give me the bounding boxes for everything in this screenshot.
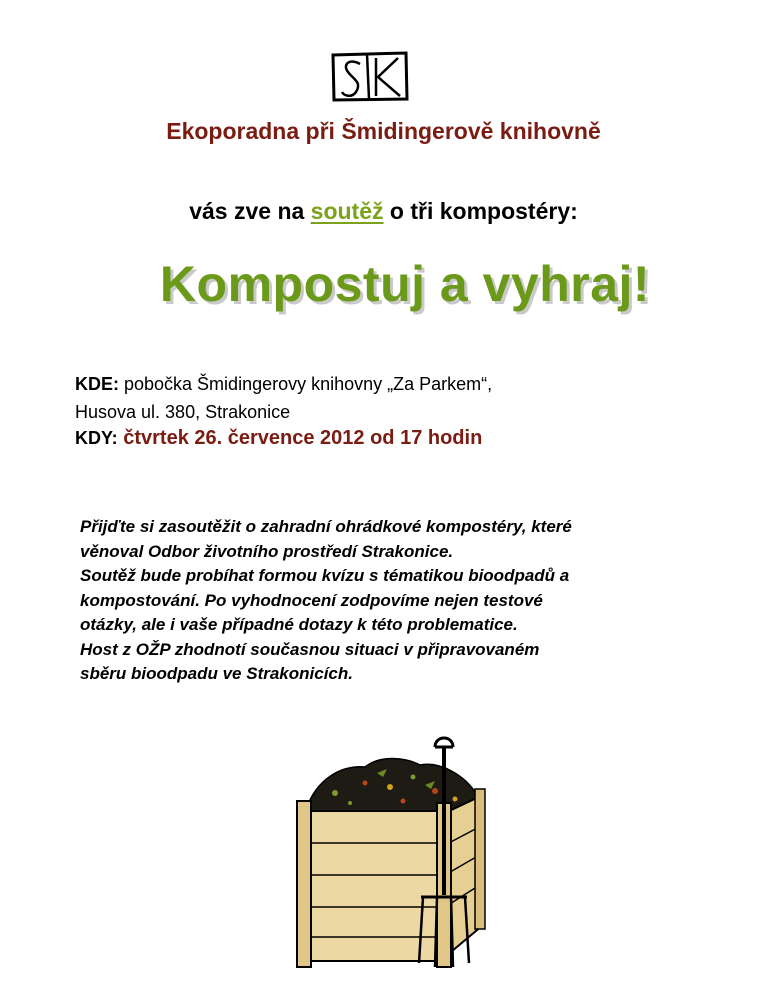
invitation-line [0,198,767,225]
invite-text-before: vás zve na [189,198,311,224]
invite-text-after: o tři kompostéry: [383,198,578,224]
library-logo [330,50,410,102]
slogan-heading: Kompostuj a vyhraj! [159,256,651,312]
description-line: Host z OŽP zhodnotí současnou situaci v připravovaném [80,639,540,659]
where-line [75,374,492,395]
where-label: KDE: [75,374,119,394]
when-label: KDY: [75,428,118,448]
sk-logo-icon [330,50,410,102]
organizer-title: Ekoporadna při Šmidingerově knihovně [166,118,601,144]
description-line: sběru bioodpadu ve Strakonicích. [80,664,353,683]
description-line: otázky, ale i vaše případné dotazy k této problematice. [80,615,518,634]
description [80,515,720,687]
compost-illustration [295,725,495,980]
where-value-line1: pobočka Šmidingerovy knihovny „Za Parkem“, [119,374,493,394]
when-value: čtvrtek 26. července 2012 od 17 hodin [117,427,483,449]
description-line: kompostování. Po vyhodnocení zodpovíme nejen testové [80,590,543,610]
contest-highlight: soutěž [310,198,384,224]
where-address: Husova ul. 380, Strakonice [75,402,291,422]
when-line [75,427,482,450]
description-line: věnoval Odbor životního prostředí Strakonice. [80,541,454,561]
description-line: Přijďte si zasoutěžit o zahradní ohrádkové kompostéry, které [80,517,572,536]
compost-bin-icon [295,725,495,980]
description-line: Soutěž bude probíhat formou kvízu s tématikou bioodpadů a [80,566,570,585]
